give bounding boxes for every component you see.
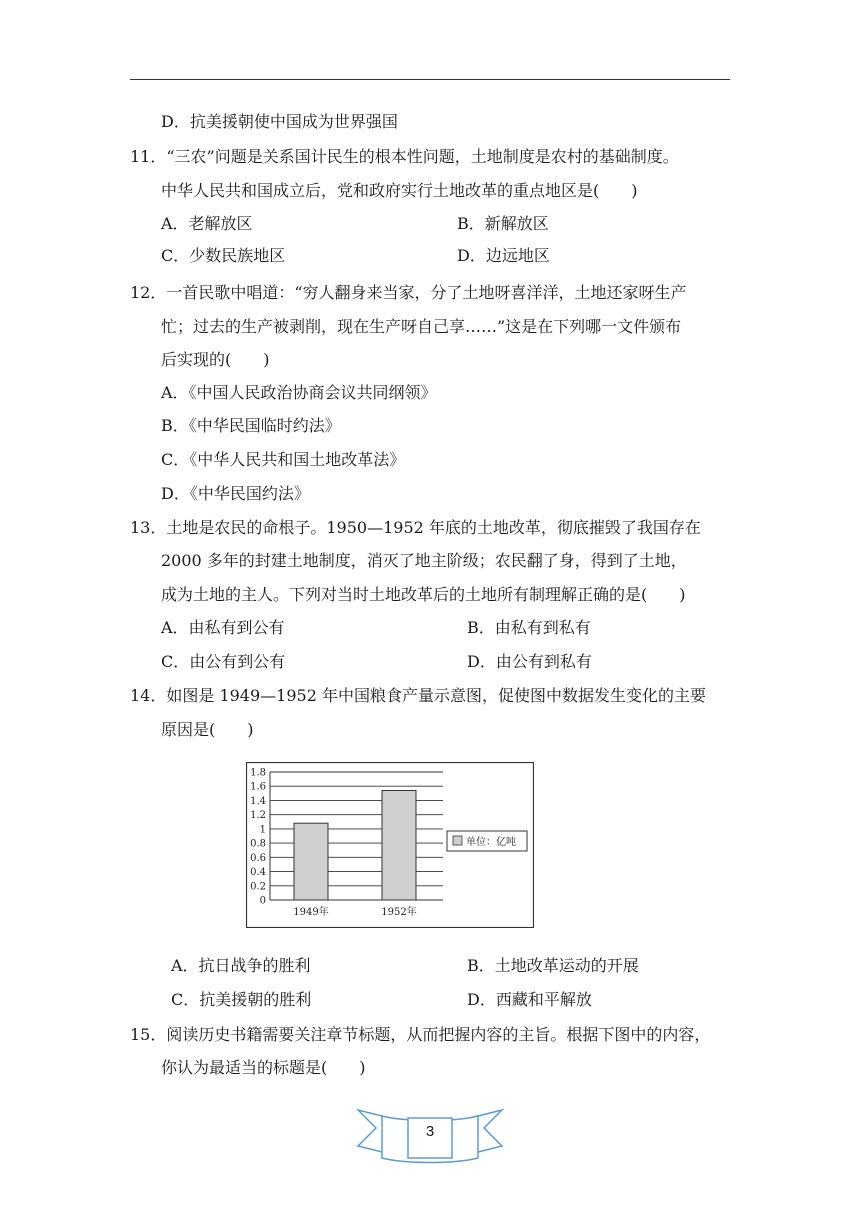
q13-option-a: A．由私有到公有	[161, 618, 285, 637]
q14-stem-line2: 原因是( )	[161, 720, 254, 739]
y-tick-label: 1.4	[250, 795, 266, 807]
q12-stem-line2: 忙；过去的生产被剥削，现在生产呀自己享……”这是在下列哪一文件颁布	[161, 317, 682, 336]
q11-option-d: D．边远地区	[457, 246, 550, 265]
q12-option-a: A．《中国人民政治协商会议共同纲领》	[161, 383, 437, 402]
chart-legend	[447, 831, 527, 851]
y-tick-label: 0	[259, 895, 266, 907]
q14-option-d: D．西藏和平解放	[467, 990, 592, 1009]
bar	[382, 790, 416, 900]
y-tick-label: 0.4	[250, 867, 266, 879]
y-tick-label: 1.2	[250, 810, 266, 822]
y-tick-label: 0.6	[250, 852, 266, 864]
q11-option-b: B．新解放区	[457, 214, 549, 233]
q13-option-c: C．由公有到公有	[161, 652, 286, 671]
x-tick-label: 1952年	[381, 907, 417, 918]
y-tick-label: 1.6	[250, 781, 266, 793]
bar	[294, 823, 328, 900]
q15-stem-line1: 15．阅读历史书籍需要关注章节标题，从而把握内容的主旨。根据下图中的内容，	[130, 1025, 711, 1044]
q13-stem-line3: 成为土地的主人。下列对当时土地改革后的土地所有制理解正确的是( )	[161, 585, 686, 604]
q12-option-b: B．《中华民国临时约法》	[161, 416, 341, 435]
q13-stem-line2: 2000 多年的封建土地制度，消灭了地主阶级；农民翻了身，得到了土地，	[161, 551, 687, 570]
q11-option-c: C．少数民族地区	[161, 246, 286, 265]
legend-label: 单位：亿吨	[466, 837, 516, 848]
q15-stem-line2: 你认为最适当的标题是( )	[161, 1058, 366, 1077]
q12-option-d: D．《中华民国约法》	[161, 484, 310, 503]
q12-stem-line1: 12．一首民歌中唱道：“穷人翻身来当家，分了土地呀喜洋洋，土地还家呀生产	[130, 283, 687, 302]
q13-stem-line1: 13．土地是农民的命根子。1950—1952 年底的土地改革，彻底摧毁了我国存在	[130, 518, 701, 537]
page-number: 3	[425, 1123, 435, 1140]
q11-stem-line2: 中华人民共和国成立后，党和政府实行土地改革的重点地区是( )	[161, 181, 638, 200]
q11-stem-line1: 11．“三农”问题是关系国计民生的根本性问题，土地制度是农村的基础制度。	[130, 147, 679, 166]
x-tick-label: 1949年	[293, 907, 329, 918]
q11-option-a: A．老解放区	[161, 214, 253, 233]
grain-output-chart	[246, 762, 534, 928]
legend-swatch	[453, 836, 462, 845]
q10-option-d: D．抗美援朝使中国成为世界强国	[161, 112, 398, 131]
q14-stem-line1: 14．如图是 1949—1952 年中国粮食产量示意图，促使图中数据发生变化的主要	[130, 686, 706, 705]
q12-stem-line3: 后实现的( )	[161, 350, 270, 369]
q14-option-c: C．抗美援朝的胜利	[171, 990, 312, 1009]
header-rule	[130, 79, 730, 80]
q14-option-b: B．土地改革运动的开展	[467, 956, 639, 975]
q13-option-b: B．由私有到私有	[467, 618, 591, 637]
y-tick-label: 1	[259, 824, 266, 836]
q13-option-d: D．由公有到私有	[467, 652, 592, 671]
y-tick-label: 1.8	[250, 767, 266, 779]
y-tick-label: 0.8	[250, 838, 266, 850]
q12-option-c: C．《中华人民共和国土地改革法》	[161, 450, 406, 469]
y-tick-label: 0.2	[250, 881, 266, 893]
q14-option-a: A．抗日战争的胜利	[171, 956, 311, 975]
